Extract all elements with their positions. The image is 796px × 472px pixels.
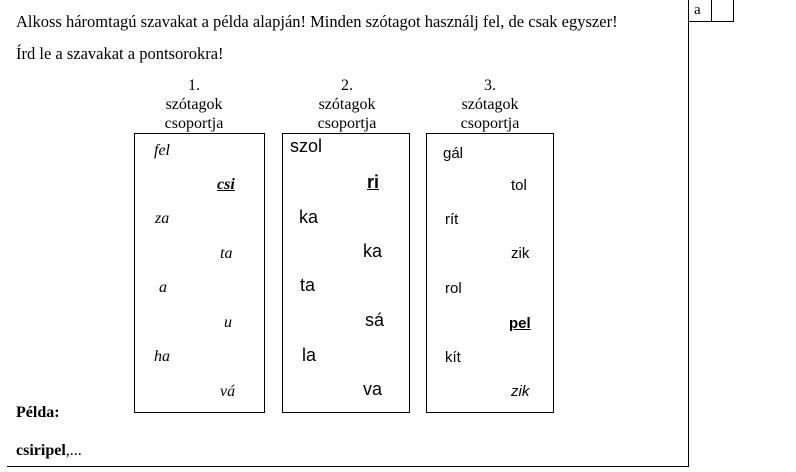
syllable-example-highlight: ri [367, 172, 380, 192]
syllable: rol [445, 280, 462, 297]
score-input-cell[interactable] [711, 0, 733, 21]
syllable-example-highlight: csi [217, 176, 235, 193]
syllable: zik [511, 383, 530, 400]
syllable: ta [220, 245, 233, 262]
syllable-box-2 [282, 133, 410, 413]
column-header-3 [425, 76, 555, 133]
syllable: tol [511, 177, 527, 194]
syllable-box-1 [134, 133, 265, 413]
syllable-example-highlight: pel [509, 315, 531, 332]
column-title-line2: csoportja [317, 115, 377, 132]
column-title-line1: szótagok [461, 96, 519, 113]
column-title-line2: csoportja [460, 115, 520, 132]
syllable: ka [299, 207, 319, 227]
syllable: ta [300, 275, 316, 295]
score-box [688, 0, 734, 22]
instruction-line-2: Írd le a szavakat a pontsorokra! [16, 44, 224, 63]
syllable: u [224, 314, 232, 331]
syllable: fel [154, 142, 170, 159]
syllable-box-3 [426, 133, 554, 413]
syllable: sá [365, 310, 385, 330]
column-header-1 [129, 76, 259, 133]
column-title-line2: csoportja [164, 115, 224, 132]
syllable: va [363, 379, 383, 399]
answer-dots: ,... [65, 442, 82, 459]
syllable: a [159, 279, 167, 296]
syllable: la [302, 345, 317, 365]
column-title-line1: szótagok [318, 96, 376, 113]
example-word: csiripel [16, 442, 66, 459]
syllable: ka [363, 241, 383, 261]
instruction-line-1: Alkoss háromtagú szavakat a példa alapján! Minden szótagot használj fel, de csak egyszer! [16, 12, 618, 31]
syllable: zik [511, 245, 530, 262]
example-label: Példa: [16, 404, 60, 421]
syllable: szol [290, 136, 323, 156]
syllable: vá [220, 383, 236, 400]
column-number: 3. [484, 77, 496, 94]
column-number: 2. [341, 77, 353, 94]
syllable: za [155, 210, 170, 227]
example-answer-line[interactable] [16, 442, 82, 460]
column-title-line1: szótagok [165, 96, 223, 113]
syllable: rít [445, 211, 459, 228]
score-label: a [694, 2, 701, 18]
column-number: 1. [188, 77, 200, 94]
column-header-2 [282, 76, 412, 133]
syllable: kít [445, 349, 461, 366]
syllable: gál [443, 145, 464, 162]
syllable: ha [154, 348, 170, 365]
